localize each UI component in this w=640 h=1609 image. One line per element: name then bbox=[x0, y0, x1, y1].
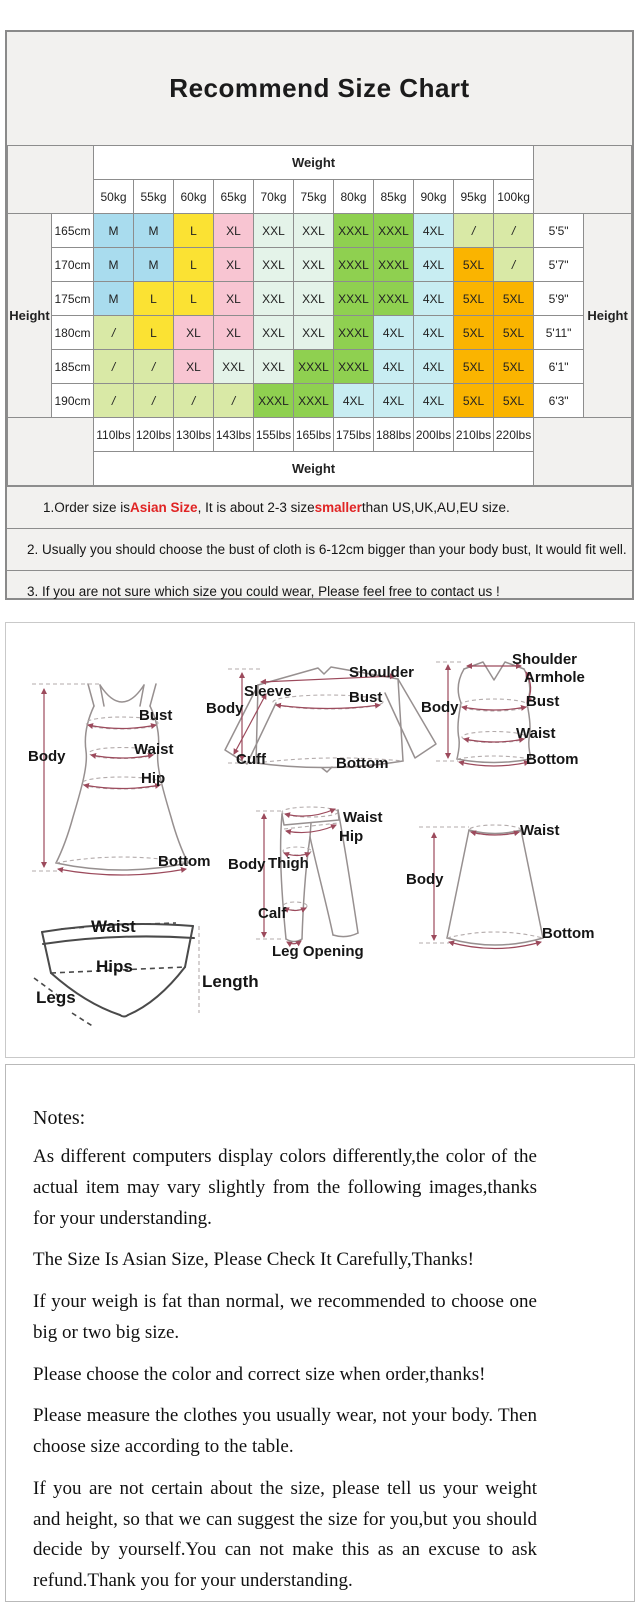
size-cell: / bbox=[494, 214, 534, 248]
notes-paragraphs bbox=[33, 1142, 537, 1597]
size-cell: XXXL bbox=[374, 282, 414, 316]
garment-diagrams bbox=[6, 623, 636, 1059]
shirt-body-label: Body bbox=[206, 700, 244, 717]
skirt-body-label: Body bbox=[406, 871, 444, 888]
shirt-bust-label: Bust bbox=[349, 689, 383, 706]
pants-leg-opening-label: Leg Opening bbox=[272, 943, 364, 960]
dress-body-label: Body bbox=[28, 748, 66, 765]
tank-bottom-label: Bottom bbox=[526, 751, 579, 768]
size-cell: / bbox=[454, 214, 494, 248]
height-ft-cell: 5'7" bbox=[534, 248, 584, 282]
size-cell: / bbox=[94, 316, 134, 350]
tank-shoulder-label: Shoulder bbox=[512, 651, 578, 668]
lbs-cell: 220lbs bbox=[494, 418, 534, 452]
size-cell: XXXL bbox=[294, 384, 334, 418]
shirt-sleeve-label: Sleeve bbox=[244, 683, 292, 700]
size-cell: 4XL bbox=[414, 350, 454, 384]
order-note bbox=[7, 570, 632, 612]
briefs-waist-label: Waist bbox=[91, 917, 136, 936]
kg-header-cell: 75kg bbox=[294, 180, 334, 214]
lbs-cell: 200lbs bbox=[414, 418, 454, 452]
size-cell: / bbox=[134, 350, 174, 384]
order-notes bbox=[7, 486, 632, 612]
size-cell: XXXL bbox=[334, 282, 374, 316]
notes-paragraph: The Size Is Asian Size, Please Check It Carefully,Thanks! bbox=[33, 1249, 474, 1271]
size-cell: XXXL bbox=[374, 248, 414, 282]
size-cell: / bbox=[134, 384, 174, 418]
kg-header-cell: 85kg bbox=[374, 180, 414, 214]
tank-body-label: Body bbox=[421, 699, 459, 716]
shirt-bottom-label: Bottom bbox=[336, 755, 389, 772]
lbs-cell: 120lbs bbox=[134, 418, 174, 452]
dress-bust-label: Bust bbox=[139, 707, 173, 724]
order-note-text: , It is about 2-3 size bbox=[197, 500, 315, 515]
size-cell: XXL bbox=[294, 316, 334, 350]
briefs-legs-label: Legs bbox=[36, 988, 76, 1007]
size-cell: L bbox=[174, 282, 214, 316]
size-cell: XXL bbox=[254, 350, 294, 384]
size-cell: 5XL bbox=[454, 282, 494, 316]
shirt-shoulder-label: Shoulder bbox=[349, 664, 415, 681]
size-cell: / bbox=[214, 384, 254, 418]
tank-waist-label: Waist bbox=[516, 725, 556, 742]
lbs-cell: 165lbs bbox=[294, 418, 334, 452]
blank-cell bbox=[534, 418, 632, 486]
notes-paragraph: If your weigh is fat than normal, we recommended to choose one big or two big size. bbox=[33, 1291, 537, 1343]
lbs-cell: 110lbs bbox=[94, 418, 134, 452]
kg-header-cell: 65kg bbox=[214, 180, 254, 214]
order-note-text: than US,UK,AU,EU size. bbox=[361, 500, 510, 515]
size-cell: 5XL bbox=[494, 282, 534, 316]
size-cell: / bbox=[94, 350, 134, 384]
skirt-waist-label: Waist bbox=[520, 822, 560, 839]
size-cell: XXL bbox=[294, 282, 334, 316]
height-cm-cell: 180cm bbox=[52, 316, 94, 350]
page-title: Recommend Size Chart bbox=[169, 73, 470, 103]
tank-bust-label: Bust bbox=[526, 693, 560, 710]
size-cell: XXL bbox=[254, 282, 294, 316]
height-ft-cell: 5'5" bbox=[534, 214, 584, 248]
pants-waist-label: Waist bbox=[343, 809, 383, 826]
size-cell: M bbox=[134, 248, 174, 282]
order-note-highlight: smaller bbox=[314, 500, 362, 515]
size-cell: XXL bbox=[254, 248, 294, 282]
skirt-bottom-label: Bottom bbox=[542, 925, 595, 942]
size-cell: XXL bbox=[294, 248, 334, 282]
size-cell: L bbox=[174, 248, 214, 282]
measurement-diagram-panel bbox=[5, 622, 635, 1058]
height-ft-cell: 5'11" bbox=[534, 316, 584, 350]
size-cell: 5XL bbox=[494, 384, 534, 418]
kg-header-cell: 100kg bbox=[494, 180, 534, 214]
kg-header-cell: 90kg bbox=[414, 180, 454, 214]
briefs-length-label: Length bbox=[202, 972, 259, 991]
kg-header-cell: 70kg bbox=[254, 180, 294, 214]
height-label-cell: Height bbox=[584, 214, 632, 418]
kg-header-cell: 80kg bbox=[334, 180, 374, 214]
height-ft-cell: 6'1" bbox=[534, 350, 584, 384]
height-ft-cell: 6'3" bbox=[534, 384, 584, 418]
size-table bbox=[7, 145, 632, 486]
kg-header-cell: 60kg bbox=[174, 180, 214, 214]
blank-cell bbox=[8, 418, 94, 486]
size-cell: / bbox=[494, 248, 534, 282]
kg-header-cell: 50kg bbox=[94, 180, 134, 214]
order-note-highlight: Asian Size bbox=[130, 500, 198, 515]
weight-footer-cell: Weight bbox=[94, 452, 534, 486]
size-cell: XXL bbox=[294, 214, 334, 248]
lbs-cell: 188lbs bbox=[374, 418, 414, 452]
size-cell: 4XL bbox=[414, 316, 454, 350]
notes-paragraph: If you are not certain about the size, please tell us your weight and height, so that we can suggest the size for you,but you should decide by yourself.You can not make this as an excuse to ask refund.Thank you for your understanding. bbox=[33, 1477, 537, 1592]
height-cm-cell: 185cm bbox=[52, 350, 94, 384]
pants-calf-label: Calf bbox=[258, 905, 287, 922]
tank-armhole-label: Armhole bbox=[524, 669, 585, 686]
size-cell: 4XL bbox=[414, 214, 454, 248]
size-cell: 4XL bbox=[334, 384, 374, 418]
height-cm-cell: 175cm bbox=[52, 282, 94, 316]
size-cell: L bbox=[134, 282, 174, 316]
size-cell: XXXL bbox=[334, 350, 374, 384]
size-cell: 5XL bbox=[454, 248, 494, 282]
order-note-text: 2. Usually you should choose the bust of cloth is 6-12cm bigger than your body bust, It would fit well. bbox=[27, 542, 627, 557]
size-cell: / bbox=[174, 384, 214, 418]
size-cell: XXL bbox=[254, 316, 294, 350]
dress-hip-label: Hip bbox=[141, 770, 166, 787]
weight-header-cell: Weight bbox=[94, 146, 534, 180]
height-cm-cell: 170cm bbox=[52, 248, 94, 282]
size-cell: M bbox=[94, 282, 134, 316]
shirt-cuff-label: Cuff bbox=[236, 751, 266, 768]
notes-paragraph: Please choose the color and correct size when order,thanks! bbox=[33, 1363, 486, 1385]
size-cell: XXXL bbox=[334, 316, 374, 350]
size-cell: 4XL bbox=[414, 248, 454, 282]
pants-hip-label: Hip bbox=[339, 828, 364, 845]
size-cell: 4XL bbox=[414, 384, 454, 418]
lbs-cell: 175lbs bbox=[334, 418, 374, 452]
pants-body-label: Body bbox=[228, 856, 266, 873]
size-cell: 5XL bbox=[494, 350, 534, 384]
size-cell: 5XL bbox=[454, 316, 494, 350]
order-note-text: 1.Order size is bbox=[43, 500, 131, 515]
height-cm-cell: 190cm bbox=[52, 384, 94, 418]
dress-waist-label: Waist bbox=[134, 741, 174, 758]
size-cell: XXL bbox=[254, 214, 294, 248]
size-cell: XXXL bbox=[374, 214, 414, 248]
size-cell: / bbox=[94, 384, 134, 418]
lbs-cell: 130lbs bbox=[174, 418, 214, 452]
notes-paragraph: As different computers display colors differently,the color of the actual item may vary slightly from the following images,thanks for your understanding. bbox=[33, 1146, 537, 1229]
size-cell: XL bbox=[174, 350, 214, 384]
pants-thigh-label: Thigh bbox=[268, 855, 309, 872]
size-cell: M bbox=[94, 248, 134, 282]
size-cell: XXXL bbox=[334, 214, 374, 248]
size-chart-panel bbox=[5, 30, 634, 600]
size-cell: 4XL bbox=[414, 282, 454, 316]
size-cell: XL bbox=[214, 282, 254, 316]
notes-paragraph: Please measure the clothes you usually wear, not your body. Then choose size according to the table. bbox=[33, 1405, 537, 1458]
lbs-cell: 143lbs bbox=[214, 418, 254, 452]
size-cell: 5XL bbox=[494, 316, 534, 350]
height-cm-cell: 165cm bbox=[52, 214, 94, 248]
size-cell: 5XL bbox=[454, 384, 494, 418]
size-cell: 4XL bbox=[374, 384, 414, 418]
notes-heading: Notes: bbox=[33, 1107, 86, 1129]
size-cell: 4XL bbox=[374, 350, 414, 384]
size-cell: XXXL bbox=[294, 350, 334, 384]
kg-header-cell: 55kg bbox=[134, 180, 174, 214]
height-ft-cell: 5'9" bbox=[534, 282, 584, 316]
size-cell: M bbox=[134, 214, 174, 248]
lbs-cell: 210lbs bbox=[454, 418, 494, 452]
order-note-text: 3. If you are not sure which size you could wear, Please feel free to contact us ! bbox=[27, 584, 500, 599]
size-cell: XXL bbox=[214, 350, 254, 384]
size-cell: L bbox=[134, 316, 174, 350]
size-cell: M bbox=[94, 214, 134, 248]
size-cell: XL bbox=[174, 316, 214, 350]
size-cell: XL bbox=[214, 316, 254, 350]
size-cell: 5XL bbox=[454, 350, 494, 384]
blank-cell bbox=[8, 146, 94, 214]
size-cell: L bbox=[174, 214, 214, 248]
kg-header-cell: 95kg bbox=[454, 180, 494, 214]
height-label-cell: Height bbox=[8, 214, 52, 418]
order-note bbox=[7, 486, 632, 528]
size-cell: 4XL bbox=[374, 316, 414, 350]
size-cell: XXXL bbox=[254, 384, 294, 418]
dress-bottom-label: Bottom bbox=[158, 853, 211, 870]
order-note bbox=[7, 528, 632, 570]
size-cell: XL bbox=[214, 214, 254, 248]
briefs-hips-label: Hips bbox=[96, 957, 133, 976]
notes-panel bbox=[5, 1064, 635, 1602]
size-cell: XXXL bbox=[334, 248, 374, 282]
lbs-cell: 155lbs bbox=[254, 418, 294, 452]
size-cell: XL bbox=[214, 248, 254, 282]
blank-cell bbox=[534, 146, 632, 214]
